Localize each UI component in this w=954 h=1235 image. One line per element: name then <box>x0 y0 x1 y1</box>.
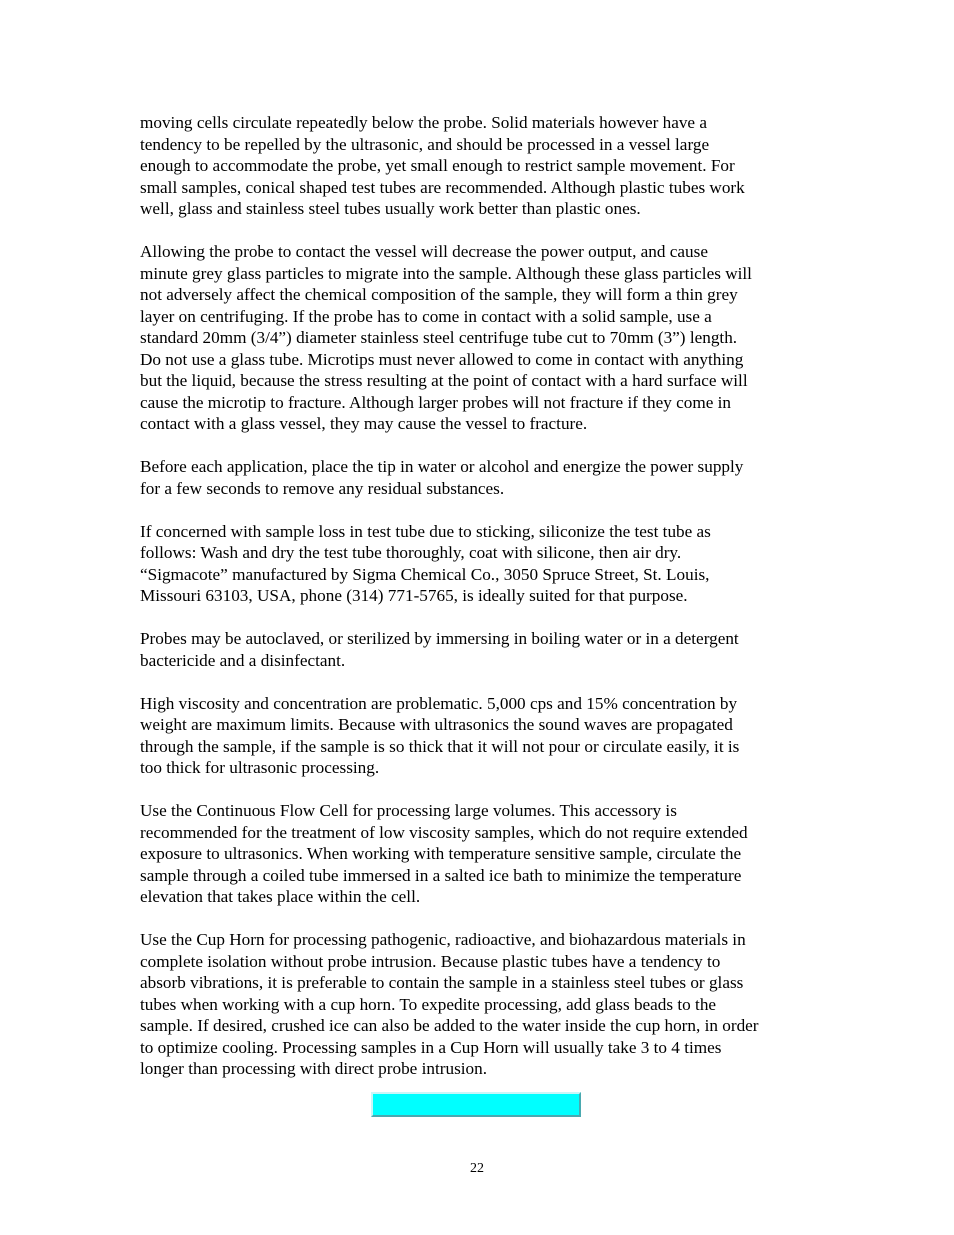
text-line: too thick for ultrasonic processing. <box>140 758 380 777</box>
text-line: moving cells circulate repeatedly below the probe. Solid materials however have a <box>140 113 707 132</box>
text-line: small samples, conical shaped test tubes are recommended. Although plastic tubes work <box>140 177 745 197</box>
text-line: Missouri 63103, USA, phone (314) 771-5765, is ideally suited for that purpose. <box>140 586 688 605</box>
text-line: High viscosity and concentration are problematic. 5,000 cps and 15% concentration by <box>140 693 738 713</box>
text-line: through the sample, if the sample is so thick that it will not pour or circulate easily, it is <box>140 736 740 756</box>
text-line: complete isolation without probe intrusion. Because plastic tubes have a tendency to <box>140 951 721 971</box>
text-line: If concerned with sample loss in test tube due to sticking, siliconize the test tube as <box>140 521 711 541</box>
text-line: Probes may be autoclaved, or sterilized by immersing in boiling water or in a detergent <box>140 629 739 648</box>
paragraph-before-application <box>140 456 820 499</box>
paragraph-viscosity <box>140 693 820 779</box>
text-line: absorb vibrations, it is preferable to contain the sample in a stainless steel tubes or glass <box>140 973 744 992</box>
paragraph-probe-vessel <box>140 112 820 220</box>
page-number: 22 <box>470 1161 484 1176</box>
text-line: elevation that takes place within the cell. <box>140 887 421 906</box>
text-line: but the liquid, because the stress resulting at the point of contact with a hard surface will <box>140 371 748 390</box>
text-line: “Sigmacote” manufactured by Sigma Chemical Co., 3050 Spruce Street, St. Louis, <box>140 564 710 584</box>
text-line: Do not use a glass tube. Microtips must never allowed to come in contact with anything <box>140 349 744 369</box>
paragraph-cup-horn <box>140 929 820 1080</box>
text-line: Allowing the probe to contact the vessel will decrease the power output, and cause <box>140 242 708 261</box>
text-line: layer on centrifuging. If the probe has to come in contact with a solid sample, use a <box>140 306 712 326</box>
text-line: bactericide and a disinfectant. <box>140 650 346 670</box>
text-line: well, glass and stainless steel tubes usually work better than plastic ones. <box>140 199 641 218</box>
text-line: longer than processing with direct probe intrusion. <box>140 1059 488 1078</box>
navigation-button[interactable] <box>371 1092 581 1117</box>
text-line: sample. If desired, crushed ice can also be added to the water inside the cup horn, in order <box>140 1016 759 1035</box>
text-line: minute grey glass particles to migrate into the sample. Although these glass particles will <box>140 263 752 283</box>
text-line: Before each application, place the tip in water or alcohol and energize the power supply <box>140 457 744 476</box>
text-line: tubes when working with a cup horn. To expedite processing, add glass beads to the <box>140 994 717 1014</box>
text-line: standard 20mm (3/4”) diameter stainless steel centrifuge tube cut to 70mm (3”) length. <box>140 328 738 347</box>
paragraph-sterilize <box>140 628 820 671</box>
text-line: exposure to ultrasonics. When working with temperature sensitive sample, circulate the <box>140 844 742 863</box>
text-line: Use the Continuous Flow Cell for processing large volumes. This accessory is <box>140 801 677 820</box>
text-line: cause the microtip to fracture. Although larger probes will not fracture if they come in <box>140 392 732 412</box>
text-line: sample through a coiled tube immersed in a salted ice bath to minimize the temperature <box>140 865 742 885</box>
text-line: follows: Wash and dry the test tube thoroughly, coat with silicone, then air dry. <box>140 543 682 562</box>
text-line: Use the Cup Horn for processing pathogenic, radioactive, and biohazardous materials in <box>140 930 746 949</box>
paragraph-flow-cell <box>140 800 820 908</box>
paragraph-siliconize <box>140 521 820 607</box>
text-line: tendency to be repelled by the ultrasonic, and should be processed in a vessel large <box>140 134 710 154</box>
text-line: for a few seconds to remove any residual substances. <box>140 478 505 498</box>
text-line: weight are maximum limits. Because with ultrasonics the sound waves are propagated <box>140 715 733 734</box>
text-line: not adversely affect the chemical composition of the sample, they will form a thin grey <box>140 285 738 304</box>
text-line: recommended for the treatment of low viscosity samples, which do not require extended <box>140 822 748 842</box>
text-line: contact with a glass vessel, they may cause the vessel to fracture. <box>140 414 588 433</box>
text-line: enough to accommodate the probe, yet small enough to restrict sample movement. For <box>140 156 735 175</box>
text-line: to optimize cooling. Processing samples in a Cup Horn will usually take 3 to 4 times <box>140 1037 722 1057</box>
paragraph-probe-contact <box>140 241 820 435</box>
document-body <box>140 112 820 1101</box>
